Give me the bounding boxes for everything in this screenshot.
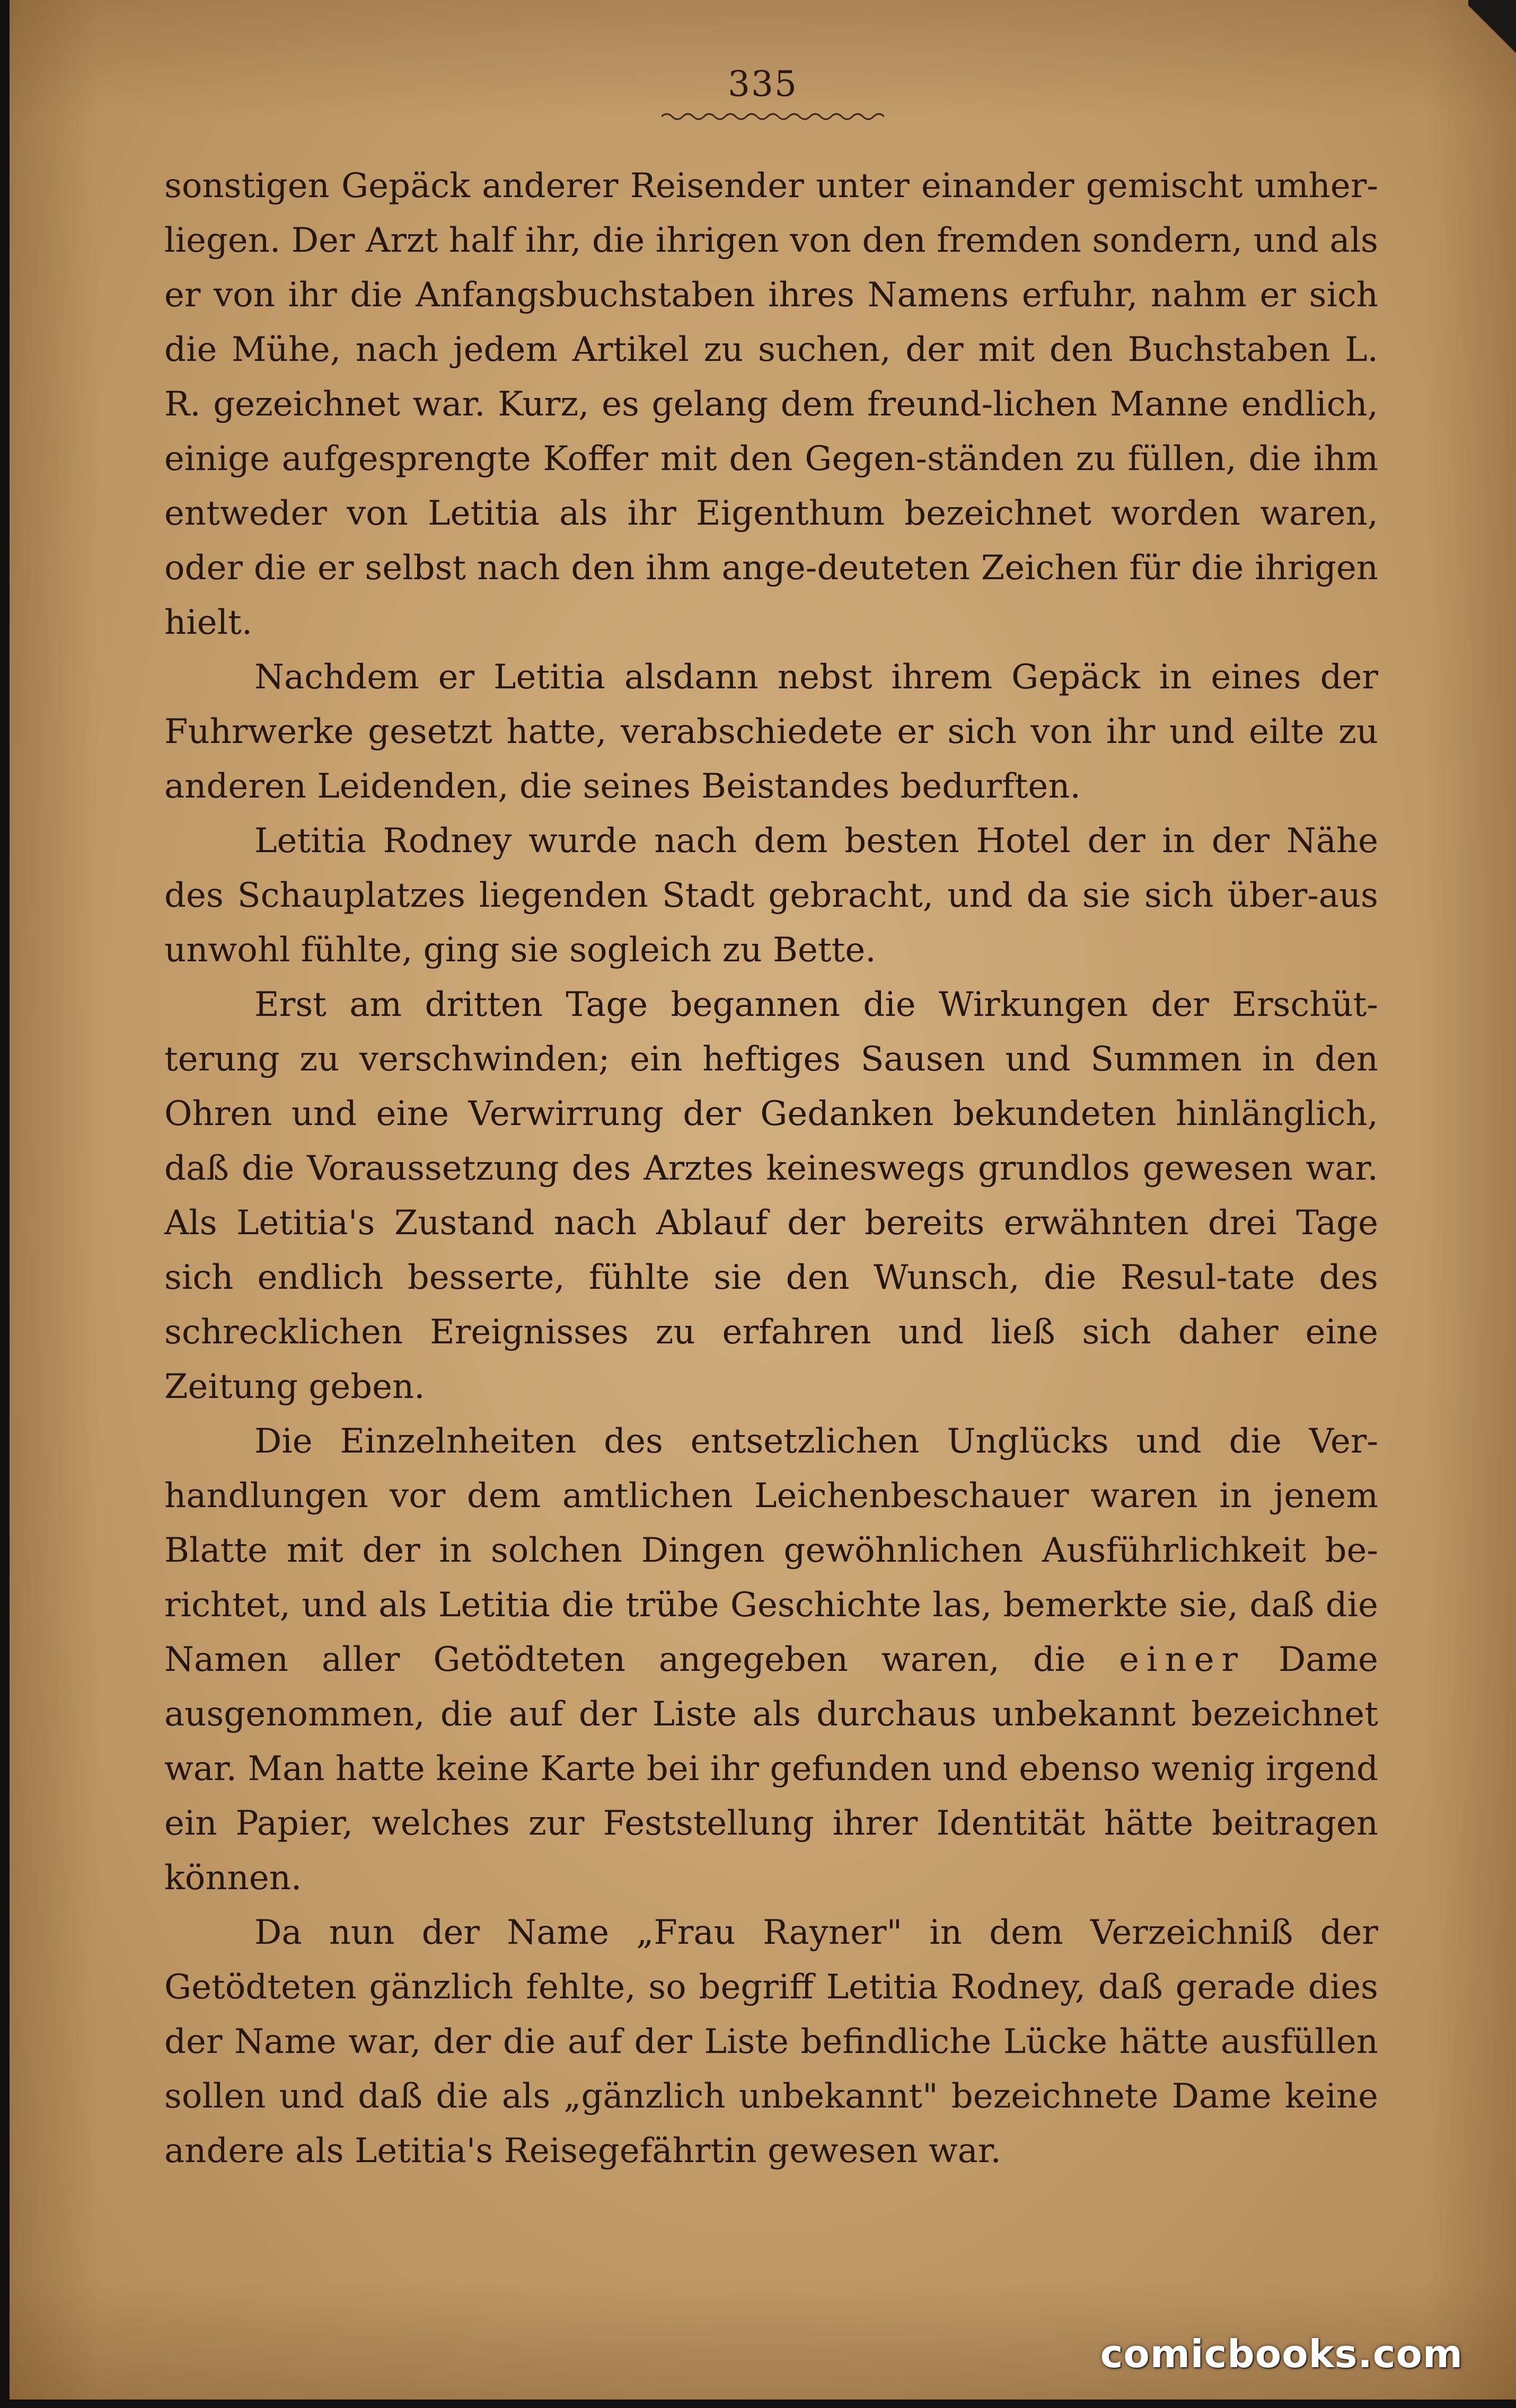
- paragraph-text: Nachdem er Letitia alsdann nebst ihrem Gepäck in eines der Fuhrwerke gesetzt hatte, verabschiedete er sich von ihr und eilte zu anderen Leidenden, die seines Beistandes bedurften.: [164, 658, 1378, 806]
- emphasized-word: einer: [1119, 1640, 1246, 1679]
- page-body-text: [164, 159, 1378, 2179]
- paragraph-text: Da nun der Name „Frau Rayner" in dem Verzeichniß der Getödteten gänzlich fehlte, so begriff Letitia Rodney, daß gerade dies der Name war, der die auf der Liste befindliche Lücke hätte ausfüllen sollen und daß die als „gänzlich unbekannt" bezeichnete Dame keine andere als Letitia's Reisegefährtin gewesen war.: [164, 1913, 1378, 2171]
- paragraph-4: [164, 978, 1378, 1414]
- paragraph-text: Die Einzelnheiten des entsetzlichen Unglücks und die Ver-handlungen vor dem amtlichen Leichenbeschauer waren in jenem Blatte mit der in solchen Dingen gewöhnlichen Ausführlichkeit be-richtet, und als Letitia die trübe Geschichte las, bemerkte sie, daß die Namen aller Getödteten angegeben waren, die: [164, 1422, 1378, 1679]
- paragraph-6: [164, 1906, 1378, 2179]
- paragraph-5: [164, 1414, 1378, 1906]
- paragraph-2: [164, 650, 1378, 814]
- paragraph-text: sonstigen Gepäck anderer Reisender unter einander gemischt umher-liegen. Der Arzt half ihr, die ihrigen von den fremden sondern, und als er von ihr die Anfangsbuchstaben ihres Namens erfuhr, nahm er sich die Mühe, nach jedem Artikel zu suchen, der mit den Buchstaben L. R. gezeichnet war. Kurz, es gelang dem freund-lichen Manne endlich, einige aufgesprengte Koffer mit den Gegen-ständen zu füllen, die ihm entweder von Letitia als ihr Eigenthum bezeichnet worden waren, oder die er selbst nach den ihm ange-deuteten Zeichen für die ihrigen hielt.: [164, 166, 1378, 642]
- paragraph-text: Erst am dritten Tage begannen die Wirkungen der Erschüt-terung zu verschwinden; ein heftiges Sausen und Summen in den Ohren und eine Verwirrung der Gedanken bekundeten hinlänglich, daß die Voraussetzung des Arztes keineswegs grundlos gewesen war. Als Letitia's Zustand nach Ablauf der bereits erwähnten drei Tage sich endlich besserte, fühlte sie den Wunsch, die Resul-tate des schrecklichen Ereignisses zu erfahren und ließ sich daher eine Zeitung geben.: [164, 985, 1378, 1406]
- book-page: [10, 0, 1516, 2400]
- site-watermark: comicbooks.com: [1100, 2332, 1463, 2376]
- page-number: 335: [728, 64, 798, 104]
- page-corner-tear: [1468, 0, 1516, 69]
- wavy-rule-ornament: [662, 110, 884, 123]
- paragraph-text: Dame ausgenommen, die auf der Liste als durchaus unbekannt bezeichnet war. Man hatte keine Karte bei ihr gefunden und ebenso wenig irgend ein Papier, welches zur Feststellung ihrer Identität hätte beitragen können.: [164, 1640, 1379, 1898]
- paragraph-3: [164, 814, 1378, 978]
- paragraph-1: [164, 159, 1378, 650]
- paragraph-text: Letitia Rodney wurde nach dem besten Hotel der in der Nähe des Schauplatzes liegenden Stadt gebracht, und da sie sich über-aus unwohl fühlte, ging sie sogleich zu Bette.: [164, 821, 1378, 970]
